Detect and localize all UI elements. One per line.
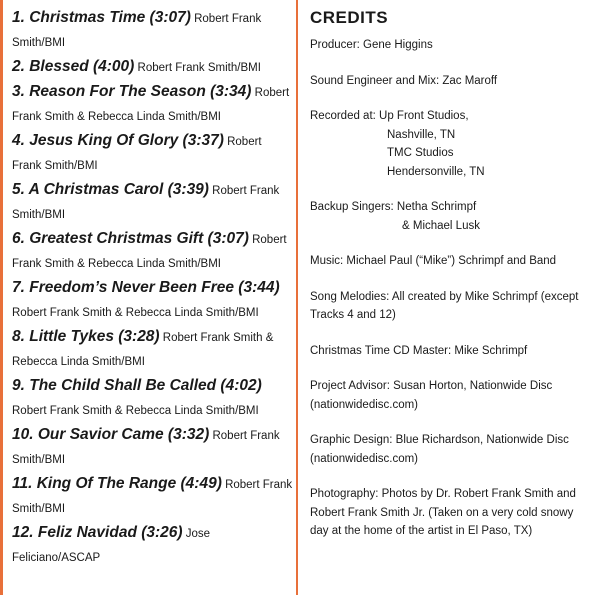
track-credit: Robert Frank Smith/BMI — [12, 136, 262, 172]
track-item — [12, 80, 294, 129]
engineer-credit: Sound Engineer and Mix: Zac Maroff — [310, 74, 498, 87]
track-credit: Robert Frank Smith/BMI — [12, 479, 293, 515]
track-item — [12, 325, 294, 374]
track-item — [12, 374, 294, 423]
track-title: 6. Greatest Christmas Gift (3:07) — [12, 230, 249, 247]
track-title: 9. The Child Shall Be Called (4:02) — [12, 377, 262, 394]
track-item — [12, 55, 294, 80]
recorded-at-location: Nashville, TN — [387, 128, 456, 141]
track-item — [12, 276, 294, 325]
track-title: 7. Freedom’s Never Been Free (3:44) — [12, 279, 280, 296]
track-credit: Robert Frank Smith & Rebecca Linda Smith/BMI — [12, 87, 290, 123]
track-title: 3. Reason For The Season (3:34) — [12, 83, 252, 100]
music-credit: Music: Michael Paul (“Mike”) Schrimpf and Band — [310, 255, 557, 267]
backup-singers-line: & Michael Lusk — [402, 219, 480, 232]
track-credit: Robert Frank Smith/BMI — [12, 185, 280, 221]
backup-singers-line: Backup Singers: Netha Schrimpf — [310, 201, 477, 213]
producer-credit: Producer: Gene Higgins — [310, 39, 433, 51]
track-title: 10. Our Savior Came (3:32) — [12, 426, 210, 443]
track-item — [12, 178, 294, 227]
track-credit: Robert Frank Smith & Rebecca Linda Smith/BMI — [12, 234, 287, 270]
track-credit: Robert Frank Smith & Rebecca Linda Smith/BMI — [12, 307, 259, 319]
track-title: 5. A Christmas Carol (3:39) — [12, 181, 209, 198]
left-accent-bar — [0, 0, 3, 595]
track-title: 4. Jesus King Of Glory (3:37) — [12, 132, 224, 149]
track-item — [12, 6, 294, 55]
track-list — [12, 6, 294, 570]
credits-panel — [310, 8, 590, 558]
track-credit: Jose Feliciano/ASCAP — [12, 528, 211, 564]
track-item — [12, 472, 294, 521]
track-credit: Robert Frank Smith/BMI — [12, 430, 280, 466]
recorded-at-studio: TMC Studios — [387, 147, 454, 159]
track-item — [12, 423, 294, 472]
recorded-at-credit — [310, 107, 590, 181]
track-title: 2. Blessed (4:00) — [12, 58, 135, 75]
track-item — [12, 227, 294, 276]
project-advisor-credit: Project Advisor: Susan Horton, Nationwide Disc (nationwidedisc.com) — [310, 380, 553, 411]
track-credit: Robert Frank Smith & Rebecca Linda Smith/BMI — [12, 405, 259, 417]
track-title: 11. King Of The Range (4:49) — [12, 475, 222, 492]
track-item — [12, 129, 294, 178]
track-credit: Robert Frank Smith/BMI — [137, 62, 261, 74]
column-divider — [296, 0, 298, 595]
backup-singers-credit — [310, 198, 590, 235]
track-title: 8. Little Tykes (3:28) — [12, 328, 160, 345]
graphic-design-credit: Graphic Design: Blue Richardson, Nationwide Disc (nationwidedisc.com) — [310, 434, 569, 465]
photography-credit: Photography: Photos by Dr. Robert Frank Smith and Robert Frank Smith Jr. (Taken on a very cold snowy day at the home of the artist in El Paso, TX) — [310, 488, 576, 537]
track-credit: Robert Frank Smith & Rebecca Linda Smith/BMI — [12, 332, 274, 368]
melodies-credit: Song Melodies: All created by Mike Schrimpf (except Tracks 4 and 12) — [310, 290, 579, 321]
track-item — [12, 521, 294, 570]
track-title: 12. Feliz Navidad (3:26) — [12, 524, 183, 541]
credits-heading: CREDITS — [310, 8, 389, 27]
recorded-at-label: Recorded at: Up Front Studios, — [310, 110, 469, 122]
track-credit: Robert Frank Smith/BMI — [12, 13, 262, 49]
track-title: 1. Christmas Time (3:07) — [12, 9, 191, 26]
cd-master-credit: Christmas Time CD Master: Mike Schrimpf — [310, 344, 528, 357]
recorded-at-location: Hendersonville, TN — [387, 165, 485, 178]
